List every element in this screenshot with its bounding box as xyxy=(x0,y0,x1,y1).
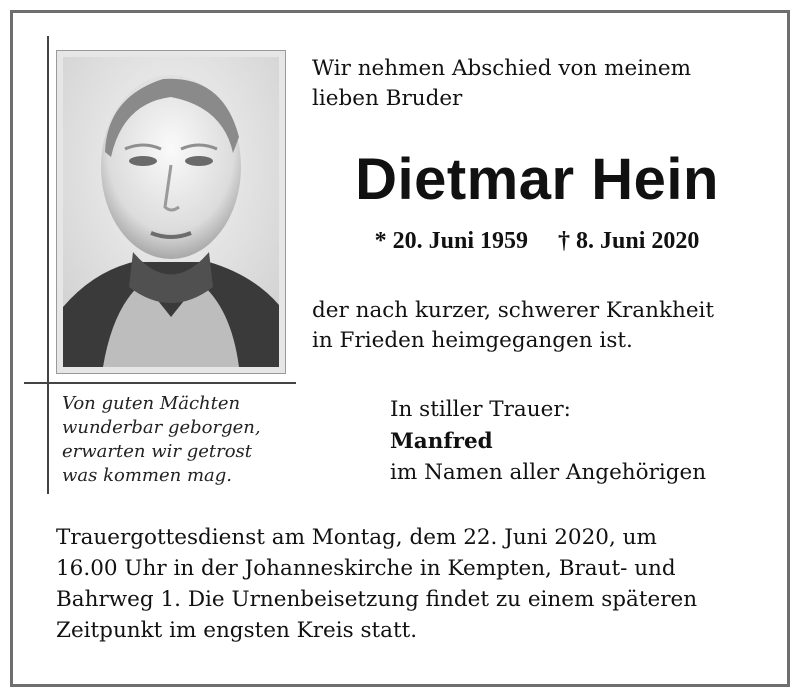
funeral-service-info xyxy=(56,522,756,646)
mourning-heading: In stiller Trauer: xyxy=(390,397,571,422)
motto-line: wunderbar geborgen, xyxy=(62,417,261,438)
illness-line: der nach kurzer, schwerer Krankheit xyxy=(312,298,715,323)
motto-line: erwarten wir getrost xyxy=(62,441,253,462)
motto-line: was kommen mag. xyxy=(62,465,232,486)
deceased-name: Dietmar Hein xyxy=(355,147,719,212)
mourning-block xyxy=(390,394,780,488)
life-dates xyxy=(312,226,762,256)
mourner-name: Manfred xyxy=(390,429,493,454)
illness-text xyxy=(312,296,782,356)
service-line: 16.00 Uhr in der Johanneskirche in Kempten, Braut- und xyxy=(56,556,676,581)
portrait-image xyxy=(63,57,279,367)
portrait-photo xyxy=(56,50,286,374)
horizontal-rule xyxy=(24,382,296,384)
vertical-rule xyxy=(47,36,49,494)
birth-date: * 20. Juni 1959 xyxy=(374,228,528,254)
death-date: † 8. Juni 2020 xyxy=(558,228,700,254)
service-line: Zeitpunkt im engsten Kreis statt. xyxy=(56,618,418,643)
service-line: Trauergottesdienst am Montag, dem 22. Juni 2020, um xyxy=(56,525,657,550)
intro-text xyxy=(312,54,782,114)
mourner-family: im Namen aller Angehörigen xyxy=(390,460,707,485)
intro-line: Wir nehmen Abschied von meinem xyxy=(312,56,692,81)
motto-line: Von guten Mächten xyxy=(62,393,241,414)
service-line: Bahrweg 1. Die Urnenbeisetzung findet zu einem späteren xyxy=(56,587,698,612)
motto-quote xyxy=(62,392,302,488)
intro-line: lieben Bruder xyxy=(312,86,463,111)
illness-line: in Frieden heimgegangen ist. xyxy=(312,328,633,353)
